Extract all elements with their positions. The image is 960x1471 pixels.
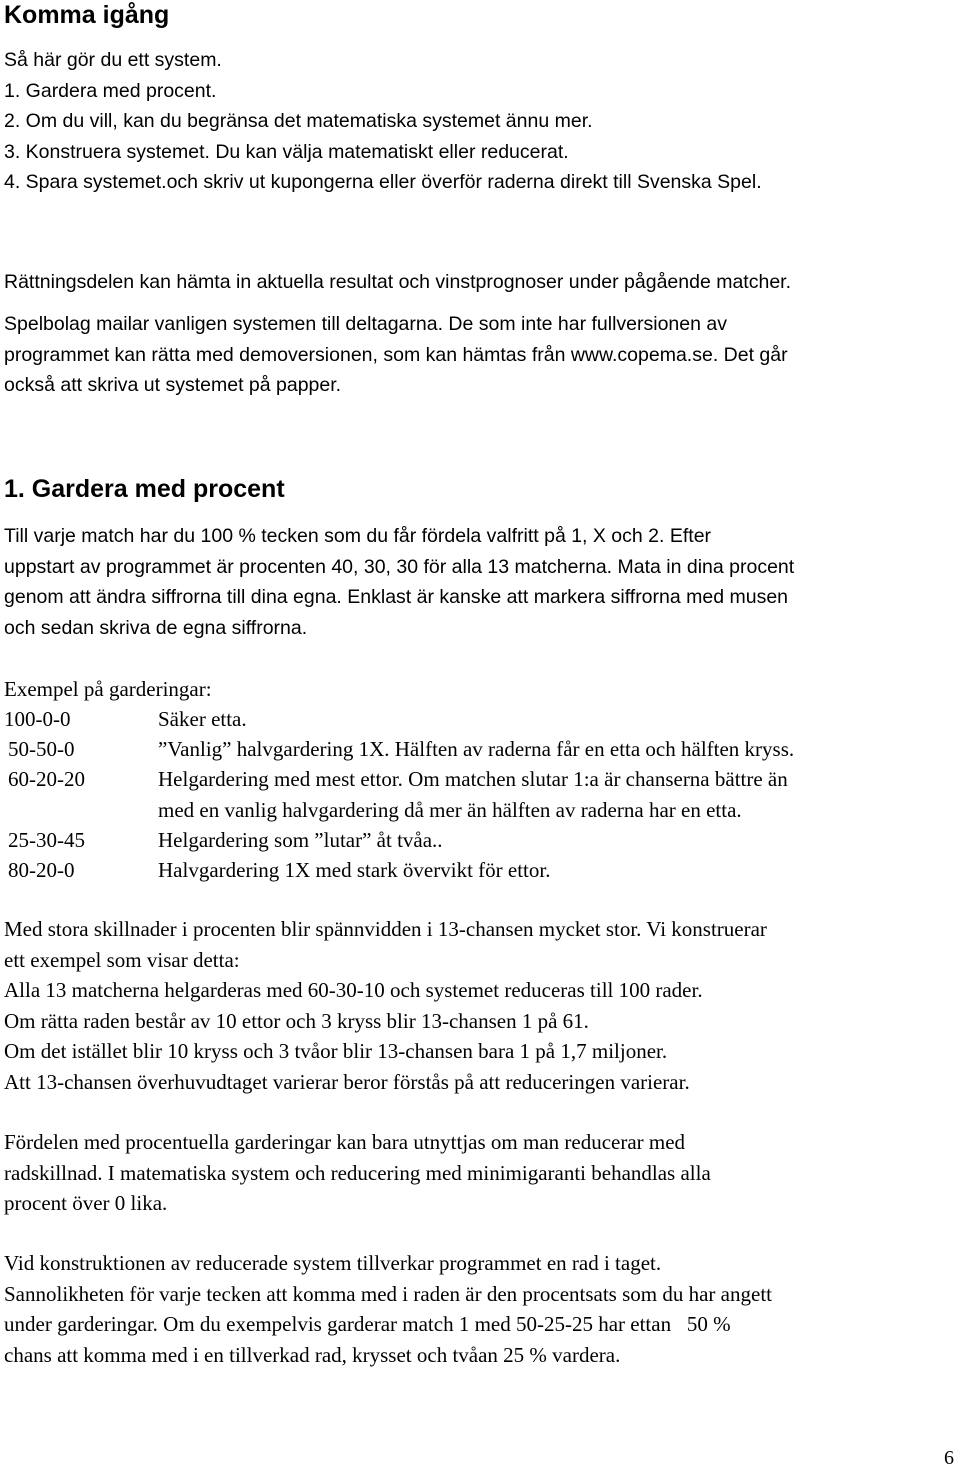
paragraph-line: genom att ändra siffrorna till dina egna. Enklast är kanske att markera siffrorna med musen: [4, 586, 789, 608]
paragraph-line: också att skriva ut systemet på papper.: [4, 374, 342, 396]
paragraph-line: under garderingar. Om du exempelvis garderar match 1 med 50-25-25 har ettan 50 %: [4, 1312, 731, 1336]
example-description: [158, 764, 948, 825]
example-description-line: ”Vanlig” halvgardering 1X. Hälften av raderna får en etta och hälften kryss.: [158, 737, 795, 761]
example-code: 100-0-0: [4, 707, 71, 731]
paragraph-line: Om rätta raden består av 10 ettor och 3 kryss blir 13-chansen 1 på 61.: [4, 1008, 589, 1033]
intro-line: 3. Konstruera systemet. Du kan välja matematiskt eller reducerat.: [4, 140, 569, 163]
intro-steps: [4, 45, 954, 198]
intro-line: Så här gör du ett system.: [4, 49, 222, 71]
example-code: 50-50-0: [8, 737, 75, 761]
example-description: [158, 855, 948, 886]
paragraph-line: Med stora skillnader i procenten blir spännvidden i 13-chansen mycket stor. Vi konstruerar: [4, 917, 767, 941]
example-description-line: Helgardering med mest ettor. Om matchen slutar 1:a är chanserna bättre än: [158, 767, 788, 791]
paragraph-line: Alla 13 matcherna helgarderas med 60-30-10 och systemet reduceras till 100 rader.: [4, 978, 703, 1002]
paragraph-line: radskillnad. I matematiska system och reducering med minimigaranti behandlas alla: [4, 1160, 711, 1185]
page-title: Komma igång: [4, 1, 170, 29]
paragraph-line: Spelbolag mailar vanligen systemen till deltagarna. De som inte har fullversionen av: [4, 313, 727, 335]
example-code: 80-20-0: [8, 858, 75, 882]
intro-line: 1. Gardera med procent.: [4, 79, 217, 102]
paragraph-line: Rättningsdelen kan hämta in aktuella resultat och vinstprognoser under pågående matcher.: [4, 271, 791, 293]
example-description-line: Säker etta.: [158, 707, 247, 731]
paragraph-line: Till varje match har du 100 % tecken som du får fördela valfritt på 1, X och 2. Efter: [4, 525, 712, 547]
examples-title-text: Exempel på garderingar:: [4, 677, 212, 701]
paragraph-line: Fördelen med procentuella garderingar kan bara utnyttjas om man reducerar med: [4, 1130, 686, 1154]
section-paragraph: [4, 521, 954, 643]
paragraph-line: Sannolikheten för varje tecken att komma med i raden är den procentsats som du har angett: [4, 1281, 772, 1306]
page-number: 6: [944, 1447, 954, 1469]
paragraph-line: ett exempel som visar detta:: [4, 947, 240, 972]
example-description-line: Halvgardering 1X med stark övervikt för ettor.: [158, 858, 551, 882]
paragraph-line: Om det istället blir 10 kryss och 3 tvåor blir 13-chansen bara 1 på 1,7 miljoner.: [4, 1039, 668, 1063]
spelbolag-paragraph: [4, 309, 954, 401]
example-code: 60-20-20: [8, 767, 85, 791]
paragraph-line: och sedan skriva de egna siffrorna.: [4, 616, 308, 639]
example-description: [158, 825, 948, 856]
example-description-line: Helgardering som ”lutar” åt tvåa..: [158, 828, 443, 852]
vid-paragraph: [4, 1248, 954, 1370]
paragraph-line: Att 13-chansen överhuvudtaget varierar beror förstås på att reduceringen varierar.: [4, 1069, 690, 1094]
paragraph-line: procent över 0 lika.: [4, 1191, 168, 1215]
paragraph-line: chans att komma med i en tillverkad rad, krysset och tvåan 25 % vardera.: [4, 1342, 621, 1367]
examples-title: [4, 674, 954, 705]
fordelen-paragraph: [4, 1127, 954, 1219]
example-description-line: med en vanlig halvgardering då mer än hälften av raderna har en etta.: [158, 797, 742, 822]
intro-line: 4. Spara systemet.och skriv ut kupongerna eller överför raderna direkt till Svenska Spel.: [4, 171, 762, 193]
paragraph-line: programmet kan rätta med demoversionen, som kan hämtas från www.copema.se. Det går: [4, 343, 788, 366]
intro-line: 2. Om du vill, kan du begränsa det matematiska systemet ännu mer.: [4, 110, 593, 132]
rattning-paragraph: [4, 267, 954, 298]
example-description: [158, 734, 948, 765]
section-heading: 1. Gardera med procent: [4, 475, 285, 503]
paragraph-line: Vid konstruktionen av reducerade system tillverkar programmet en rad i taget.: [4, 1251, 662, 1275]
paragraph-line: uppstart av programmet är procenten 40, 30, 30 för alla 13 matcherna. Mata in dina procent: [4, 555, 795, 578]
example-code: 25-30-45: [8, 828, 85, 852]
stora-paragraph: [4, 914, 954, 1097]
example-description: [158, 704, 948, 735]
